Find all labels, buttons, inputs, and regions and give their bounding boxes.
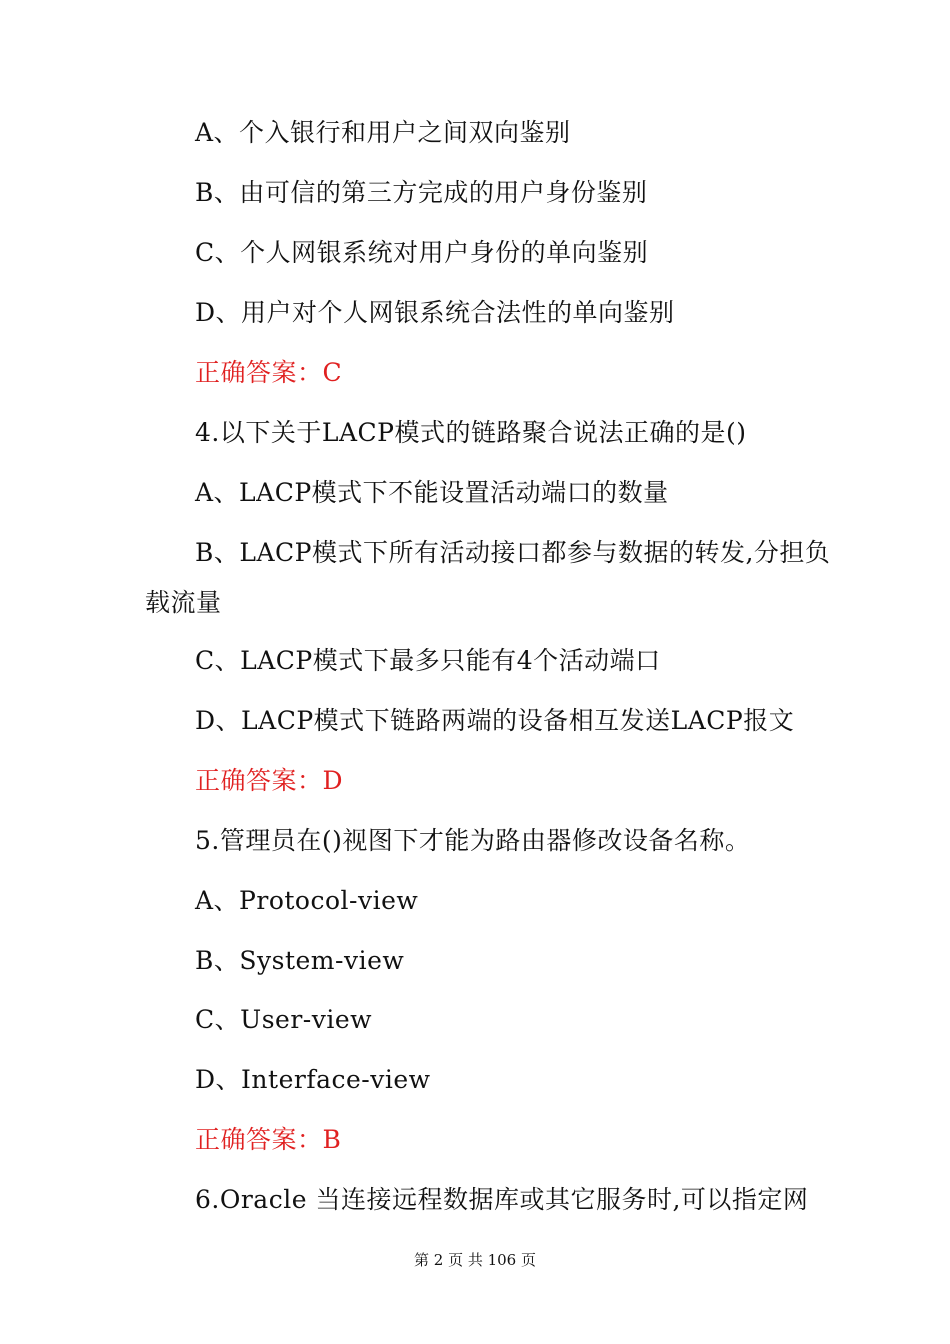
- q4-answer: 正确答案：D: [195, 766, 344, 795]
- q3-answer: 正确答案：C: [195, 358, 343, 387]
- q3-option-b: B、由可信的第三方完成的用户身份鉴别: [195, 178, 648, 207]
- q5-answer: 正确答案：B: [195, 1125, 342, 1154]
- q5-option-b: B、System-view: [195, 946, 405, 975]
- q3-option-d: D、用户对个人网银系统合法性的单向鉴别: [195, 298, 675, 327]
- q4-option-b-continued: 载流量: [145, 588, 222, 617]
- q3-option-a: A、个入银行和用户之间双向鉴别: [195, 118, 571, 147]
- q6-question: 6.Oracle 当连接远程数据库或其它服务时,可以指定网: [195, 1185, 809, 1214]
- q4-option-b: B、LACP模式下所有活动接口都参与数据的转发,分担负: [195, 538, 831, 567]
- q5-option-d: D、Interface-view: [195, 1065, 431, 1094]
- q5-question: 5.管理员在()视图下才能为路由器修改设备名称。: [195, 826, 751, 855]
- q5-option-a: A、Protocol-view: [195, 886, 419, 915]
- q3-option-c: C、个人网银系统对用户身份的单向鉴别: [195, 238, 649, 267]
- q5-option-c: C、User-view: [195, 1005, 373, 1034]
- q4-question: 4.以下关于LACP模式的链路聚合说法正确的是(): [195, 418, 747, 447]
- q4-option-c: C、LACP模式下最多只能有4个活动端口: [195, 646, 661, 675]
- q4-option-d: D、LACP模式下链路两端的设备相互发送LACP报文: [195, 706, 795, 735]
- q4-option-a: A、LACP模式下不能设置活动端口的数量: [195, 478, 669, 507]
- page-number-footer: 第 2 页 共 106 页: [413, 1251, 536, 1269]
